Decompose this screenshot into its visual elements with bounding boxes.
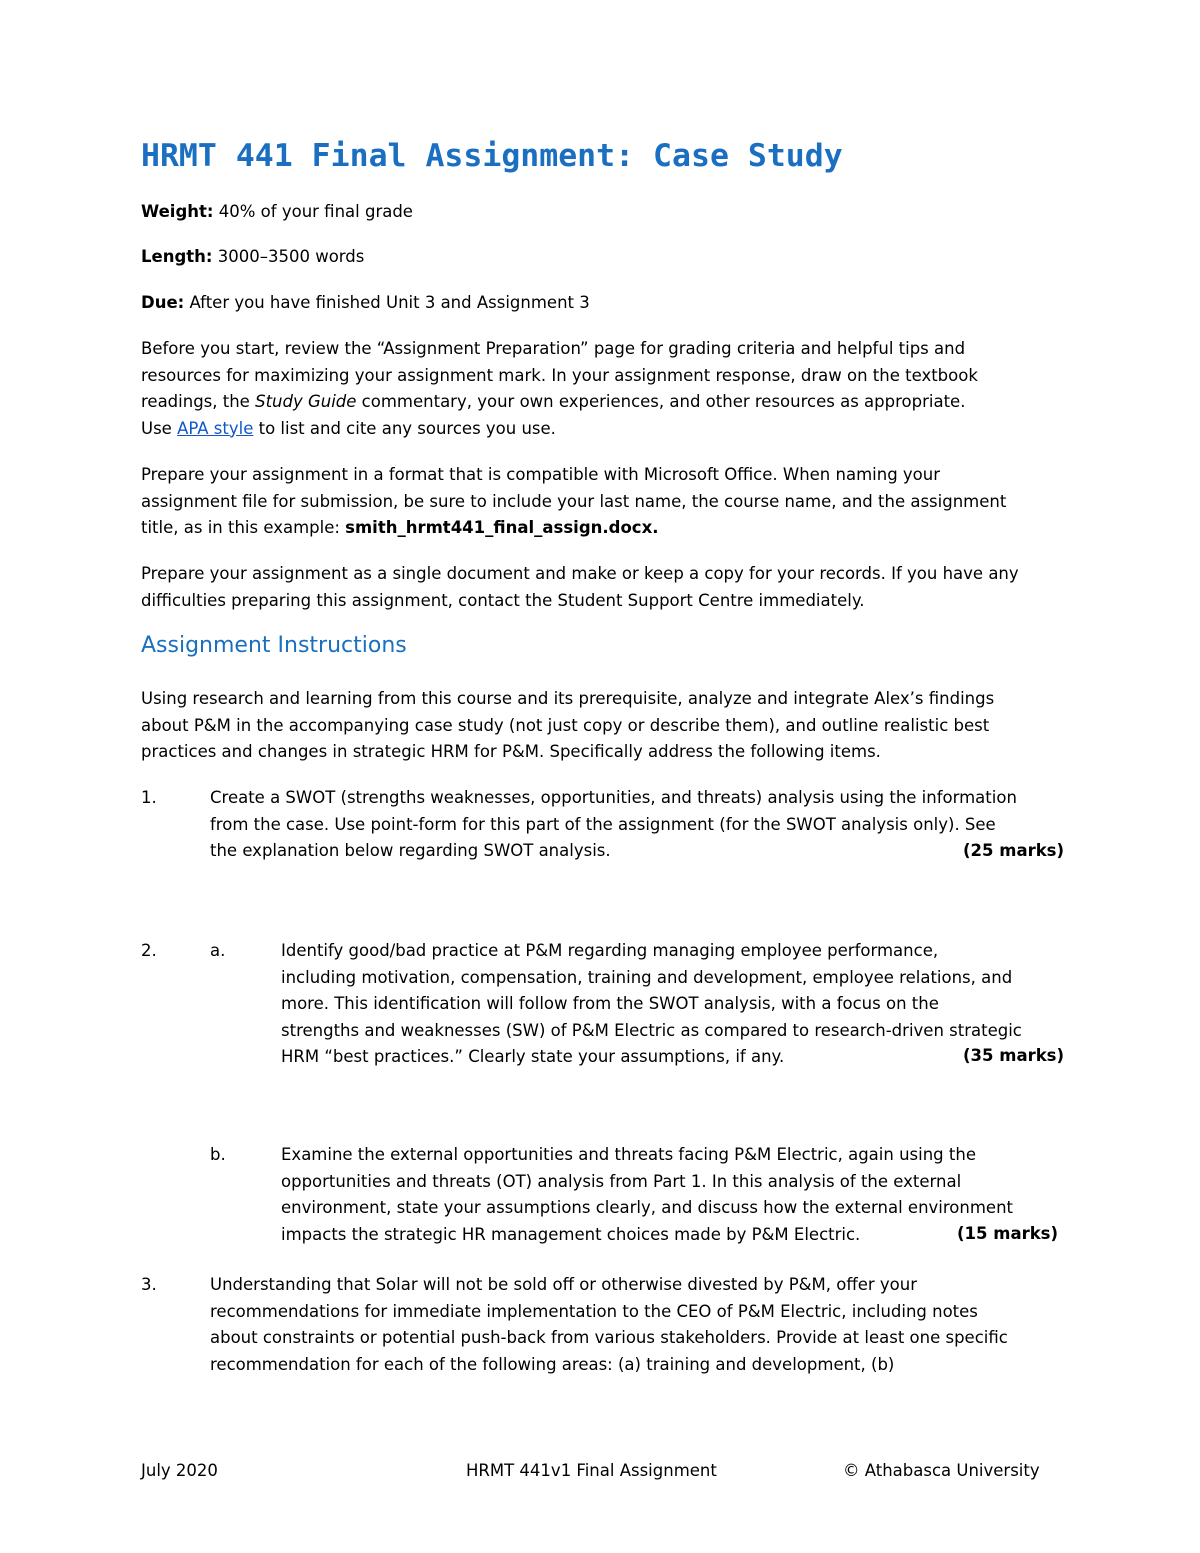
length-label: Length: <box>141 247 213 266</box>
item-sub-letter: b. <box>210 1145 226 1164</box>
study-guide-title: Study Guide <box>255 392 357 411</box>
due-label: Due: <box>141 293 185 312</box>
item-2b-marks: (15 marks) <box>957 1224 1059 1243</box>
item-2b-text: Examine the external opportunities and threats facing P&M Electric, again using the opportunities and threats (OT) analysis from Part 1. In this analysis of the external environment, state your assumptions clearly, and discuss how the external environment impacts the strategic HR management choices made by P&M Electric. <box>281 1145 1014 1244</box>
weight-value: 40% of your final grade <box>213 202 413 221</box>
weight-line <box>141 199 413 226</box>
intro-line: Before you start, review the “Assignment Preparation” page for grading criteria and helpful tips and <box>141 339 966 358</box>
intro-paragraph <box>141 336 978 442</box>
format-line: assignment file for submission, be sure to include your last name, the course name, and the assignment <box>141 491 1007 511</box>
footer-date: July 2020 <box>141 1461 218 1480</box>
instructions-line: about P&M in the accompanying case study (not just copy or describe them), and outline realistic best <box>141 715 990 735</box>
example-filename: smith_hrmt441_final_assign.docx. <box>345 518 659 537</box>
instructions-line: Using research and learning from this course and its prerequisite, analyze and integrate Alex’s findings <box>141 689 995 708</box>
apa-style-link[interactable]: APA style <box>177 418 254 438</box>
intro-line: Use APA style to list and cite any sources you use. <box>141 418 556 438</box>
instructions-line: practices and changes in strategic HRM for P&M. Specifically address the following items. <box>141 742 881 761</box>
length-line <box>141 244 364 271</box>
instructions-intro <box>141 686 994 766</box>
item-2a-text: Identify good/bad practice at P&M regarding managing employee performance, including motivation, compensation, training and development, employee relations, and more. This identification will follow from the SWOT analysis, with a focus on the strengths and weaknesses (SW) of P&M Electric as compared to research-driven strategic HRM “best practices.” Clearly state your assumptions, if any. <box>281 941 1022 1066</box>
format-line: Prepare your assignment in a format that is compatible with Microsoft Office. When naming your <box>141 465 941 484</box>
item-1-marks: (25 marks) <box>963 841 1065 860</box>
footer-copyright: © Athabasca University <box>843 1461 1040 1480</box>
weight-label: Weight: <box>141 202 214 221</box>
intro-line: readings, the Study Guide commentary, your own experiences, and other resources as appropriate. <box>141 392 966 411</box>
document-title: HRMT 441 Final Assignment: Case Study <box>141 138 843 174</box>
item-number: 2. <box>141 941 157 960</box>
intro-line: resources for maximizing your assignment mark. In your assignment response, draw on the textbook <box>141 365 978 385</box>
due-value: After you have finished Unit 3 and Assignment 3 <box>184 293 590 312</box>
due-line <box>141 290 590 317</box>
footer-course: HRMT 441v1 Final Assignment <box>466 1461 717 1480</box>
single-line: Prepare your assignment as a single document and make or keep a copy for your records. If you have any <box>141 564 1019 583</box>
item-number: 3. <box>141 1275 157 1294</box>
item-1-text: Create a SWOT (strengths weaknesses, opportunities, and threats) analysis using the information from the case. Use point-form for this part of the assignment (for the SWOT analysis only). See the explanation below regarding SWOT analysis. <box>210 788 1017 860</box>
format-line: title, as in this example: smith_hrmt441_final_assign.docx. <box>141 518 659 537</box>
instructions-heading: Assignment Instructions <box>141 633 407 658</box>
length-value: 3000–3500 words <box>212 247 365 266</box>
item-sub-letter: a. <box>210 941 226 960</box>
item-2a-marks: (35 marks) <box>963 1046 1065 1065</box>
format-paragraph <box>141 462 1006 542</box>
item-number: 1. <box>141 788 157 807</box>
item-3-text: Understanding that Solar will not be sold off or otherwise divested by P&M, offer your recommendations for immediate implementation to the CEO of P&M Electric, including notes about constraints or potential push-back from various stakeholders. Provide at least one specific recommendation for each of the following areas: (a) training and development, (b) <box>210 1275 1008 1374</box>
single-line: difficulties preparing this assignment, contact the Student Support Centre immediately. <box>141 590 865 610</box>
single-doc-paragraph <box>141 561 1019 614</box>
